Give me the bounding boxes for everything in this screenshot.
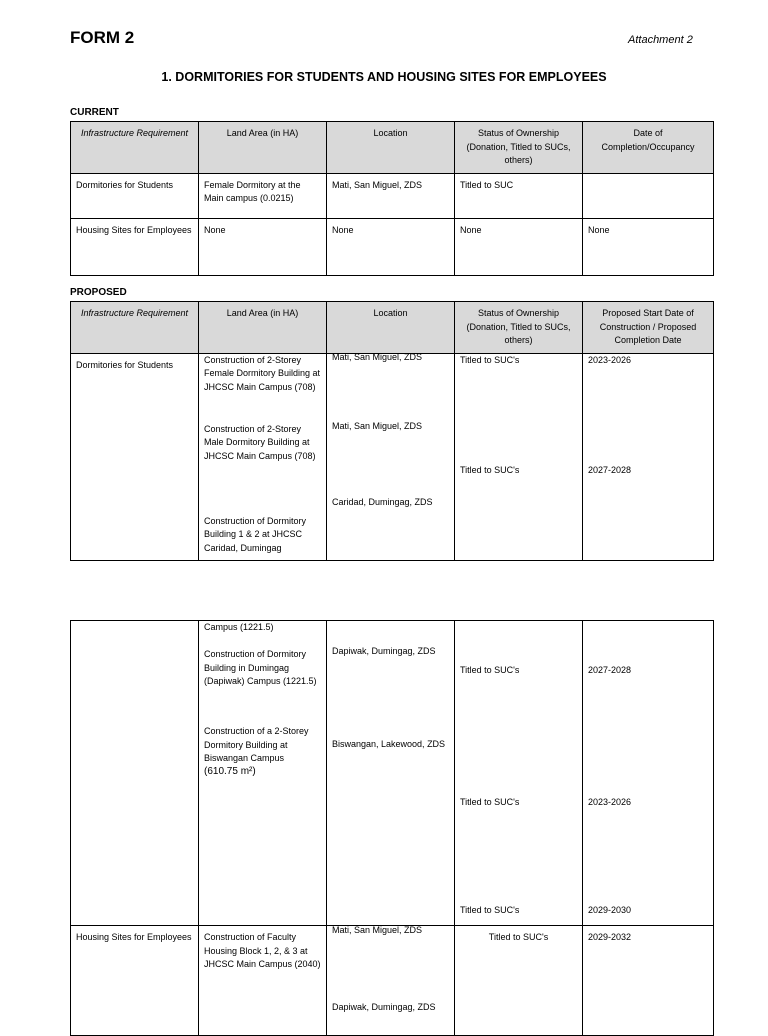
- table-cell: [583, 621, 714, 926]
- status-entry: Titled to SUC's: [460, 464, 520, 475]
- status-entry: Titled to SUC's: [460, 905, 520, 915]
- col-header-status: Status of Ownership (Donation, Titled to SUCs, others): [455, 302, 583, 354]
- proposed-table-continued: [70, 620, 714, 1036]
- current-label: CURRENT: [70, 107, 119, 118]
- land-entry: Construction of 2-Storey Female Dormitory Building at JHCSC Main Campus (708): [204, 354, 321, 392]
- form-title: FORM 2: [70, 28, 135, 47]
- land-entry: Construction of a 2-Storey Dormitory Building at Biswangan Campus: [204, 726, 309, 763]
- location-entry: Dapiwak, Dumingag, ZDS: [332, 646, 436, 656]
- col-header-location: Location: [327, 122, 455, 174]
- location-entry: Biswangan, Lakewood, ZDS: [332, 739, 446, 749]
- col-header-infrastructure: Infrastructure Requirement: [71, 302, 199, 354]
- table-cell: None: [583, 218, 714, 275]
- table-cell: [327, 621, 455, 926]
- table-cell: [583, 353, 714, 560]
- table-cell: 2029-2032: [583, 926, 714, 1036]
- date-entry: 2029-2030: [588, 905, 632, 915]
- table-cell: [199, 353, 327, 560]
- table-row: [71, 353, 714, 560]
- col-header-date: Date of Completion/Occupancy: [583, 122, 714, 174]
- table-cell: Housing Sites for Employees: [71, 926, 199, 1036]
- land-entry: Construction of 2-Storey Male Dormitory Building at JHCSC Main Campus (708): [204, 423, 316, 461]
- col-header-location: Location: [327, 302, 455, 354]
- proposed-table: [70, 301, 714, 561]
- table-cell: [71, 621, 199, 926]
- table-cell: [199, 621, 327, 926]
- col-header-land-area: Land Area (in HA): [199, 122, 327, 174]
- table-row: [71, 173, 714, 218]
- table-cell: [327, 926, 455, 1036]
- table-cell: [327, 353, 455, 560]
- table-cell: None: [199, 218, 327, 275]
- land-entry: Campus (1221.5): [204, 622, 274, 632]
- land-entry: (610.75 m²): [204, 766, 256, 777]
- table-row: [71, 218, 714, 275]
- status-entry: Titled to SUC's: [460, 354, 520, 365]
- table-cell: Mati, San Miguel, ZDS: [327, 173, 455, 218]
- table-cell: None: [455, 218, 583, 275]
- section-heading: 1. DORMITORIES FOR STUDENTS AND HOUSING SITES FOR EMPLOYEES: [161, 70, 607, 84]
- current-header-row: [71, 122, 714, 174]
- table-cell: Housing Sites for Employees: [71, 218, 199, 275]
- attachment-label: Attachment 2: [628, 34, 693, 46]
- location-entry: Dapiwak, Dumingag, ZDS: [332, 1002, 436, 1012]
- table-cell: [583, 173, 714, 218]
- date-entry: 2027-2028: [588, 464, 632, 475]
- col-header-land-area: Land Area (in HA): [199, 302, 327, 354]
- location-entry: Caridad, Dumingag, ZDS: [332, 496, 433, 507]
- table-cell: Titled to SUC: [455, 173, 583, 218]
- date-entry: 2027-2028: [588, 665, 632, 675]
- table-row: [71, 621, 714, 926]
- table-cell: Construction of Faculty Housing Block 1, 2, & 3 at JHCSC Main Campus (2040): [199, 926, 327, 1036]
- table-cell: Titled to SUC's: [455, 926, 583, 1036]
- table-row: [71, 926, 714, 1036]
- table-cell: [455, 353, 583, 560]
- date-entry: 2023-2026: [588, 797, 632, 807]
- current-table: [70, 121, 714, 276]
- col-header-infrastructure: Infrastructure Requirement: [71, 122, 199, 174]
- table-cell: Dormitories for Students: [71, 173, 199, 218]
- table-cell: [455, 621, 583, 926]
- table-cell: Female Dormitory at the Main campus (0.0215): [199, 173, 327, 218]
- date-entry: 2023-2026: [588, 354, 632, 365]
- col-header-date: Proposed Start Date of Construction / Proposed Completion Date: [583, 302, 714, 354]
- status-entry: Titled to SUC's: [460, 665, 520, 675]
- table-cell: Dormitories for Students: [71, 353, 199, 560]
- table-cell: None: [327, 218, 455, 275]
- land-entry: Construction of Dormitory Building in Dumingag (Dapiwak) Campus (1221.5): [204, 649, 317, 686]
- proposed-header-row: [71, 302, 714, 354]
- proposed-label: PROPOSED: [70, 287, 127, 298]
- land-entry: Construction of Dormitory Building 1 & 2 at JHCSC Caridad, Dumingag: [204, 515, 307, 553]
- status-entry: Titled to SUC's: [460, 797, 520, 807]
- location-entry: Mati, San Miguel, ZDS: [332, 420, 423, 431]
- col-header-status: Status of Ownership (Donation, Titled to SUCs, others): [455, 122, 583, 174]
- location-entry: Mati, San Miguel, ZDS: [332, 351, 423, 362]
- location-entry: Mati, San Miguel, ZDS: [332, 925, 423, 935]
